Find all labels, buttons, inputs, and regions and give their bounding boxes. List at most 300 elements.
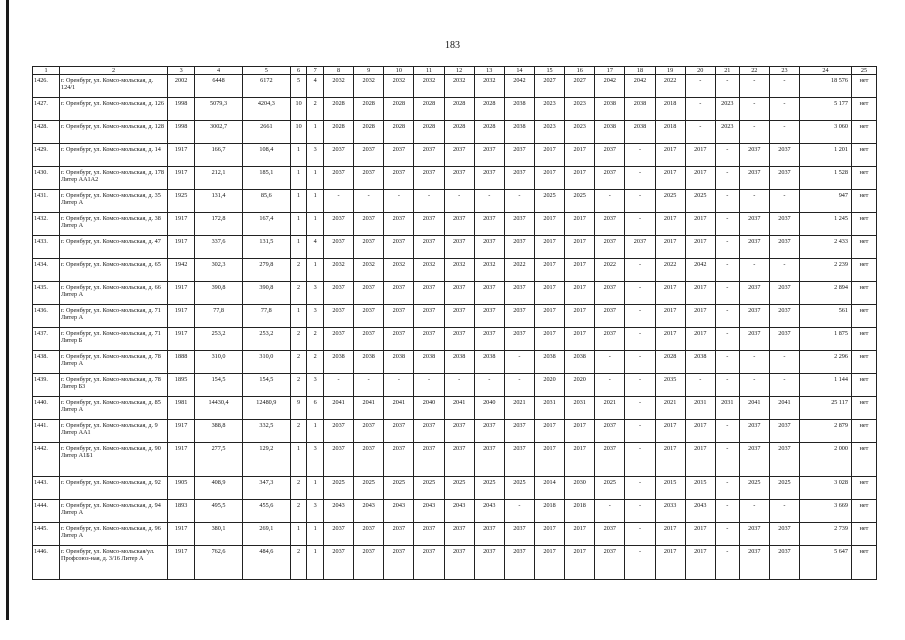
table-cell: - [324, 374, 354, 397]
table-row [33, 121, 877, 144]
table-cell: 2025 [504, 477, 534, 500]
table-row [33, 328, 877, 351]
table-cell: нет [851, 213, 876, 236]
table-cell: 2037 [739, 420, 769, 443]
table-cell: 2032 [414, 75, 444, 98]
table-cell: 2017 [534, 167, 564, 190]
row-number-cell: 1431. [33, 190, 60, 213]
table-cell: - [474, 374, 504, 397]
table-cell: 1 [307, 546, 324, 580]
table-cell: 2037 [444, 213, 474, 236]
table-cell: 2037 [769, 305, 799, 328]
table-cell: 2 000 [800, 443, 852, 477]
table-cell: 1 [290, 305, 307, 328]
table-cell: 2037 [769, 443, 799, 477]
table-cell: 2018 [655, 98, 685, 121]
table-cell: 2037 [769, 236, 799, 259]
table-cell: 2028 [655, 351, 685, 374]
row-number-cell: 1438. [33, 351, 60, 374]
row-number-cell: 1440. [33, 397, 60, 420]
table-cell: 2023 [715, 98, 739, 121]
table-cell: 2037 [595, 523, 625, 546]
table-cell: 2 [290, 351, 307, 374]
table-cell: 253,2 [195, 328, 243, 351]
table-cell: 2037 [504, 443, 534, 477]
table-cell: 390,8 [195, 282, 243, 305]
table-cell: 2025 [534, 190, 564, 213]
column-header: 9 [354, 67, 384, 75]
table-cell: 2037 [414, 328, 444, 351]
table-cell: 1 [307, 213, 324, 236]
table-cell: 2037 [444, 167, 474, 190]
table-cell: 2037 [595, 236, 625, 259]
table-row [33, 397, 877, 420]
table-cell: 2037 [414, 213, 444, 236]
table-cell: - [739, 75, 769, 98]
table-cell: нет [851, 259, 876, 282]
table-cell: 2038 [625, 121, 655, 144]
table-cell: - [769, 75, 799, 98]
table-cell: 2037 [354, 443, 384, 477]
column-header: 21 [715, 67, 739, 75]
address-cell: г. Оренбург, ул. Комсо-мольская, д. 66 Литер А [60, 282, 168, 305]
table-cell: - [324, 190, 354, 213]
table-cell: 495,5 [195, 500, 243, 523]
table-cell: 1 [307, 477, 324, 500]
table-cell: 2037 [504, 546, 534, 580]
header-row [33, 67, 877, 75]
column-header: 7 [307, 67, 324, 75]
table-cell: 2017 [685, 443, 715, 477]
table-cell: 2037 [504, 523, 534, 546]
address-cell: г. Оренбург, ул. Комсо-мольская, д. 35 Литер А [60, 190, 168, 213]
table-cell: 10 [290, 98, 307, 121]
row-number-cell: 1428. [33, 121, 60, 144]
table-row [33, 374, 877, 397]
table-cell: - [625, 374, 655, 397]
table-cell: 3002,7 [195, 121, 243, 144]
table-cell: 2031 [565, 397, 595, 420]
table-cell: 2 433 [800, 236, 852, 259]
table-cell: 277,5 [195, 443, 243, 477]
table-cell: 1 [290, 443, 307, 477]
table-cell: - [625, 443, 655, 477]
table-cell: - [504, 351, 534, 374]
table-cell: 2025 [444, 477, 474, 500]
table-cell: 2025 [474, 477, 504, 500]
table-cell: 2 [307, 98, 324, 121]
table-cell: 1 201 [800, 144, 852, 167]
column-header: 14 [504, 67, 534, 75]
column-header: 15 [534, 67, 564, 75]
table-cell: 131,4 [195, 190, 243, 213]
table-cell: 2028 [474, 121, 504, 144]
table-cell: нет [851, 305, 876, 328]
table-cell: - [715, 213, 739, 236]
table-cell: 2038 [474, 351, 504, 374]
table-cell: - [685, 75, 715, 98]
table-cell: - [739, 374, 769, 397]
table-cell: 1 [290, 236, 307, 259]
address-cell: г. Оренбург, ул. Комсо-мольская, д. 9 Литер АА1 [60, 420, 168, 443]
column-header: 10 [384, 67, 414, 75]
table-cell: 2028 [444, 121, 474, 144]
table-cell: 2037 [474, 213, 504, 236]
table-cell: - [739, 259, 769, 282]
table-cell: 2017 [655, 213, 685, 236]
table-cell: 1 875 [800, 328, 852, 351]
table-cell: 108,4 [242, 144, 290, 167]
table-cell: 2037 [474, 546, 504, 580]
table-cell: - [715, 523, 739, 546]
table-row [33, 500, 877, 523]
table-cell: 1917 [168, 213, 195, 236]
table-cell: 2037 [769, 546, 799, 580]
table-cell: 2037 [595, 282, 625, 305]
table-cell: 2037 [504, 167, 534, 190]
table-cell: 2037 [354, 546, 384, 580]
table-cell: - [625, 259, 655, 282]
table-cell: 1 144 [800, 374, 852, 397]
table-cell: 2023 [565, 98, 595, 121]
table-cell: 2017 [534, 443, 564, 477]
address-cell: г. Оренбург, ул. Комсо-мольская, д. 47 [60, 236, 168, 259]
table-cell: - [625, 500, 655, 523]
table-cell: 1917 [168, 443, 195, 477]
address-cell: г. Оренбург, ул. Комсо-мольская, д. 96 Литер А [60, 523, 168, 546]
table-cell: - [625, 523, 655, 546]
table-row [33, 546, 877, 580]
table-cell: нет [851, 121, 876, 144]
table-cell: 2037 [384, 443, 414, 477]
table-row [33, 98, 877, 121]
table-cell: 2028 [414, 98, 444, 121]
table-cell: - [715, 305, 739, 328]
table-cell: 2037 [414, 236, 444, 259]
table-cell: 2017 [565, 213, 595, 236]
table-cell: 1 [307, 523, 324, 546]
table-cell: - [715, 351, 739, 374]
table-cell: нет [851, 144, 876, 167]
table-cell: 1925 [168, 190, 195, 213]
table-cell: 2037 [595, 443, 625, 477]
table-cell: - [769, 259, 799, 282]
table-cell: 1917 [168, 328, 195, 351]
table-cell: 2022 [655, 75, 685, 98]
table-cell: 2028 [324, 121, 354, 144]
table-cell: нет [851, 397, 876, 420]
table-cell: - [595, 190, 625, 213]
table-cell: 2037 [595, 420, 625, 443]
table-cell: нет [851, 500, 876, 523]
address-cell: г. Оренбург, ул. Комсо-мольская, д. 128 [60, 121, 168, 144]
table-cell: 3 [307, 282, 324, 305]
column-header: 16 [565, 67, 595, 75]
table-cell: 2038 [595, 98, 625, 121]
table-cell: 2021 [504, 397, 534, 420]
table-cell: 2041 [354, 397, 384, 420]
table-cell: 2043 [354, 500, 384, 523]
table-cell: 2037 [324, 282, 354, 305]
table-cell: 2025 [595, 477, 625, 500]
table-cell: 2041 [324, 397, 354, 420]
table-cell: 2017 [534, 282, 564, 305]
table-cell: 2017 [565, 144, 595, 167]
table-cell: - [595, 374, 625, 397]
row-number-cell: 1442. [33, 443, 60, 477]
table-cell: - [739, 190, 769, 213]
column-header: 2 [60, 67, 168, 75]
table-cell: 2043 [474, 500, 504, 523]
address-cell: г. Оренбург, ул. Комсо-мольская, д. 78 Литер А [60, 351, 168, 374]
row-number-cell: 1432. [33, 213, 60, 236]
table-cell: - [504, 190, 534, 213]
table-cell: 2037 [354, 167, 384, 190]
table-cell: 310,0 [242, 351, 290, 374]
row-number-cell: 1434. [33, 259, 60, 282]
table-cell: 2037 [444, 523, 474, 546]
table-cell: 2037 [769, 167, 799, 190]
table-cell: 129,2 [242, 443, 290, 477]
table-cell: - [595, 351, 625, 374]
table-cell: 2037 [474, 282, 504, 305]
table-cell: 484,6 [242, 546, 290, 580]
table-cell: 2038 [324, 351, 354, 374]
table-cell: 2 [290, 328, 307, 351]
table-cell: нет [851, 328, 876, 351]
table-cell: нет [851, 477, 876, 500]
table-cell: 2017 [534, 213, 564, 236]
table-cell: - [715, 144, 739, 167]
table-cell: - [739, 98, 769, 121]
table-cell: 2038 [354, 351, 384, 374]
table-cell: 2037 [739, 443, 769, 477]
table-cell: 2017 [685, 144, 715, 167]
table-cell: - [715, 328, 739, 351]
table-cell: 2035 [655, 374, 685, 397]
table-cell: 2025 [685, 190, 715, 213]
table-cell: 2041 [739, 397, 769, 420]
table-cell: 2037 [444, 305, 474, 328]
table-row [33, 190, 877, 213]
table-row [33, 443, 877, 477]
address-cell: г. Оренбург, ул. Комсо-мольская/ул. Профсоюз-ная, д. 3/16 Литер А [60, 546, 168, 580]
table-cell: 1942 [168, 259, 195, 282]
table-cell: 455,6 [242, 500, 290, 523]
table-cell: 3 060 [800, 121, 852, 144]
table-cell: 1905 [168, 477, 195, 500]
table-cell: 3 669 [800, 500, 852, 523]
table-cell: 3 [307, 443, 324, 477]
table-cell: 2037 [384, 167, 414, 190]
row-number-cell: 1426. [33, 75, 60, 98]
table-cell: 85,6 [242, 190, 290, 213]
column-header: 18 [625, 67, 655, 75]
table-cell: - [685, 98, 715, 121]
table-cell: 2027 [534, 75, 564, 98]
table-cell: нет [851, 190, 876, 213]
table-cell: 2037 [504, 213, 534, 236]
table-cell: 2017 [685, 546, 715, 580]
table-cell: 2025 [354, 477, 384, 500]
table-cell: 2037 [324, 144, 354, 167]
table-cell: 3 [307, 305, 324, 328]
column-header: 1 [33, 67, 60, 75]
table-cell: 2023 [534, 98, 564, 121]
table-cell: 1981 [168, 397, 195, 420]
table-cell: 2037 [414, 144, 444, 167]
table-cell: 1 528 [800, 167, 852, 190]
table-cell: - [685, 374, 715, 397]
address-cell: г. Оренбург, ул. Комсо-мольская, д. 14 [60, 144, 168, 167]
table-cell: 2022 [655, 259, 685, 282]
table-cell: - [715, 374, 739, 397]
table-cell: 1 [307, 259, 324, 282]
table-cell: 2028 [414, 121, 444, 144]
table-cell: 2017 [565, 328, 595, 351]
column-header: 12 [444, 67, 474, 75]
table-cell: 2037 [769, 420, 799, 443]
table-cell: 310,0 [195, 351, 243, 374]
table-cell: 347,3 [242, 477, 290, 500]
table-cell: 2037 [324, 213, 354, 236]
table-cell: 6448 [195, 75, 243, 98]
table-cell: - [625, 420, 655, 443]
table-cell: 4 [307, 75, 324, 98]
row-number-cell: 1437. [33, 328, 60, 351]
table-cell: 2017 [565, 546, 595, 580]
table-cell: 2028 [444, 98, 474, 121]
table-cell: 762,6 [195, 546, 243, 580]
table-cell: 2031 [715, 397, 739, 420]
table-cell: 2037 [739, 144, 769, 167]
table-cell: 2028 [354, 98, 384, 121]
table-cell: 2 [290, 420, 307, 443]
row-number-cell: 1433. [33, 236, 60, 259]
table-cell: 2017 [534, 236, 564, 259]
column-header: 5 [242, 67, 290, 75]
table-cell: 2037 [444, 144, 474, 167]
table-cell: 1 245 [800, 213, 852, 236]
table-cell: 2017 [534, 305, 564, 328]
table-cell: 2037 [769, 213, 799, 236]
table-cell: 2042 [504, 75, 534, 98]
address-cell: г. Оренбург, ул. Комсо-мольская, д. 124/1 [60, 75, 168, 98]
table-cell: 2037 [595, 167, 625, 190]
table-cell: - [625, 282, 655, 305]
table-cell: 2017 [685, 213, 715, 236]
table-cell: 2037 [595, 546, 625, 580]
table-cell: 2037 [504, 420, 534, 443]
table-cell: 2032 [414, 259, 444, 282]
table-cell: - [474, 190, 504, 213]
table-cell: - [715, 282, 739, 305]
table-cell: 2037 [324, 546, 354, 580]
table-cell: - [715, 477, 739, 500]
table-cell: 2043 [444, 500, 474, 523]
row-number-cell: 1441. [33, 420, 60, 443]
table-cell: 1917 [168, 236, 195, 259]
table-cell: 5 177 [800, 98, 852, 121]
table-cell: 1 [307, 420, 324, 443]
table-cell: - [625, 305, 655, 328]
table-cell: 2042 [625, 75, 655, 98]
column-header: 20 [685, 67, 715, 75]
table-cell: 1888 [168, 351, 195, 374]
table-cell: 2032 [474, 259, 504, 282]
table-cell: 2017 [655, 328, 685, 351]
table-cell: 2037 [504, 305, 534, 328]
table-cell: 3 [307, 374, 324, 397]
table-cell: 2037 [384, 546, 414, 580]
table-cell: 2 [290, 374, 307, 397]
table-cell: 2037 [504, 282, 534, 305]
table-cell: 2037 [354, 144, 384, 167]
table-cell: 2037 [739, 213, 769, 236]
table-cell: 2032 [324, 259, 354, 282]
table-cell: 2025 [384, 477, 414, 500]
table-cell: 2021 [655, 397, 685, 420]
table-cell: - [504, 374, 534, 397]
column-header: 23 [769, 67, 799, 75]
table-cell: 2017 [534, 328, 564, 351]
table-cell: 2037 [625, 236, 655, 259]
table-cell: 2037 [474, 144, 504, 167]
table-row [33, 351, 877, 374]
table-cell: 2037 [504, 236, 534, 259]
table-cell: 2037 [769, 144, 799, 167]
table-cell: 1 [307, 121, 324, 144]
table-cell: 2037 [414, 305, 444, 328]
table-cell: 2037 [595, 305, 625, 328]
table-cell: 2 [290, 259, 307, 282]
table-cell: 2037 [414, 546, 444, 580]
table-cell: - [625, 328, 655, 351]
address-cell: г. Оренбург, ул. Комсо-мольская, д. 65 [60, 259, 168, 282]
table-cell: 2037 [444, 420, 474, 443]
table-cell: нет [851, 420, 876, 443]
table-cell: 2017 [685, 523, 715, 546]
column-header: 13 [474, 67, 504, 75]
table-cell: 2017 [655, 523, 685, 546]
table-cell: 2025 [565, 190, 595, 213]
table-cell: 9 [290, 397, 307, 420]
address-cell: г. Оренбург, ул. Комсо-мольская, д. 71 Литер А [60, 305, 168, 328]
row-number-cell: 1429. [33, 144, 60, 167]
table-cell: 2020 [565, 374, 595, 397]
table-cell: 2017 [685, 167, 715, 190]
table-cell: 2037 [739, 523, 769, 546]
table-cell: 6172 [242, 75, 290, 98]
table-cell: 2017 [565, 420, 595, 443]
table-cell: 2037 [384, 328, 414, 351]
table-cell: 2 [307, 351, 324, 374]
table-cell: - [715, 259, 739, 282]
table-cell: 2032 [324, 75, 354, 98]
column-header: 4 [195, 67, 243, 75]
table-cell: 2037 [444, 328, 474, 351]
table-cell: 5079,3 [195, 98, 243, 121]
table-cell: 2037 [444, 282, 474, 305]
table-cell: 25 117 [800, 397, 852, 420]
address-cell: г. Оренбург, ул. Комсо-мольская, д. 38 Литер А [60, 213, 168, 236]
table-cell: нет [851, 75, 876, 98]
table-row [33, 282, 877, 305]
table-cell: - [444, 190, 474, 213]
table-cell: 2002 [168, 75, 195, 98]
table-cell: 332,5 [242, 420, 290, 443]
table-cell: нет [851, 236, 876, 259]
